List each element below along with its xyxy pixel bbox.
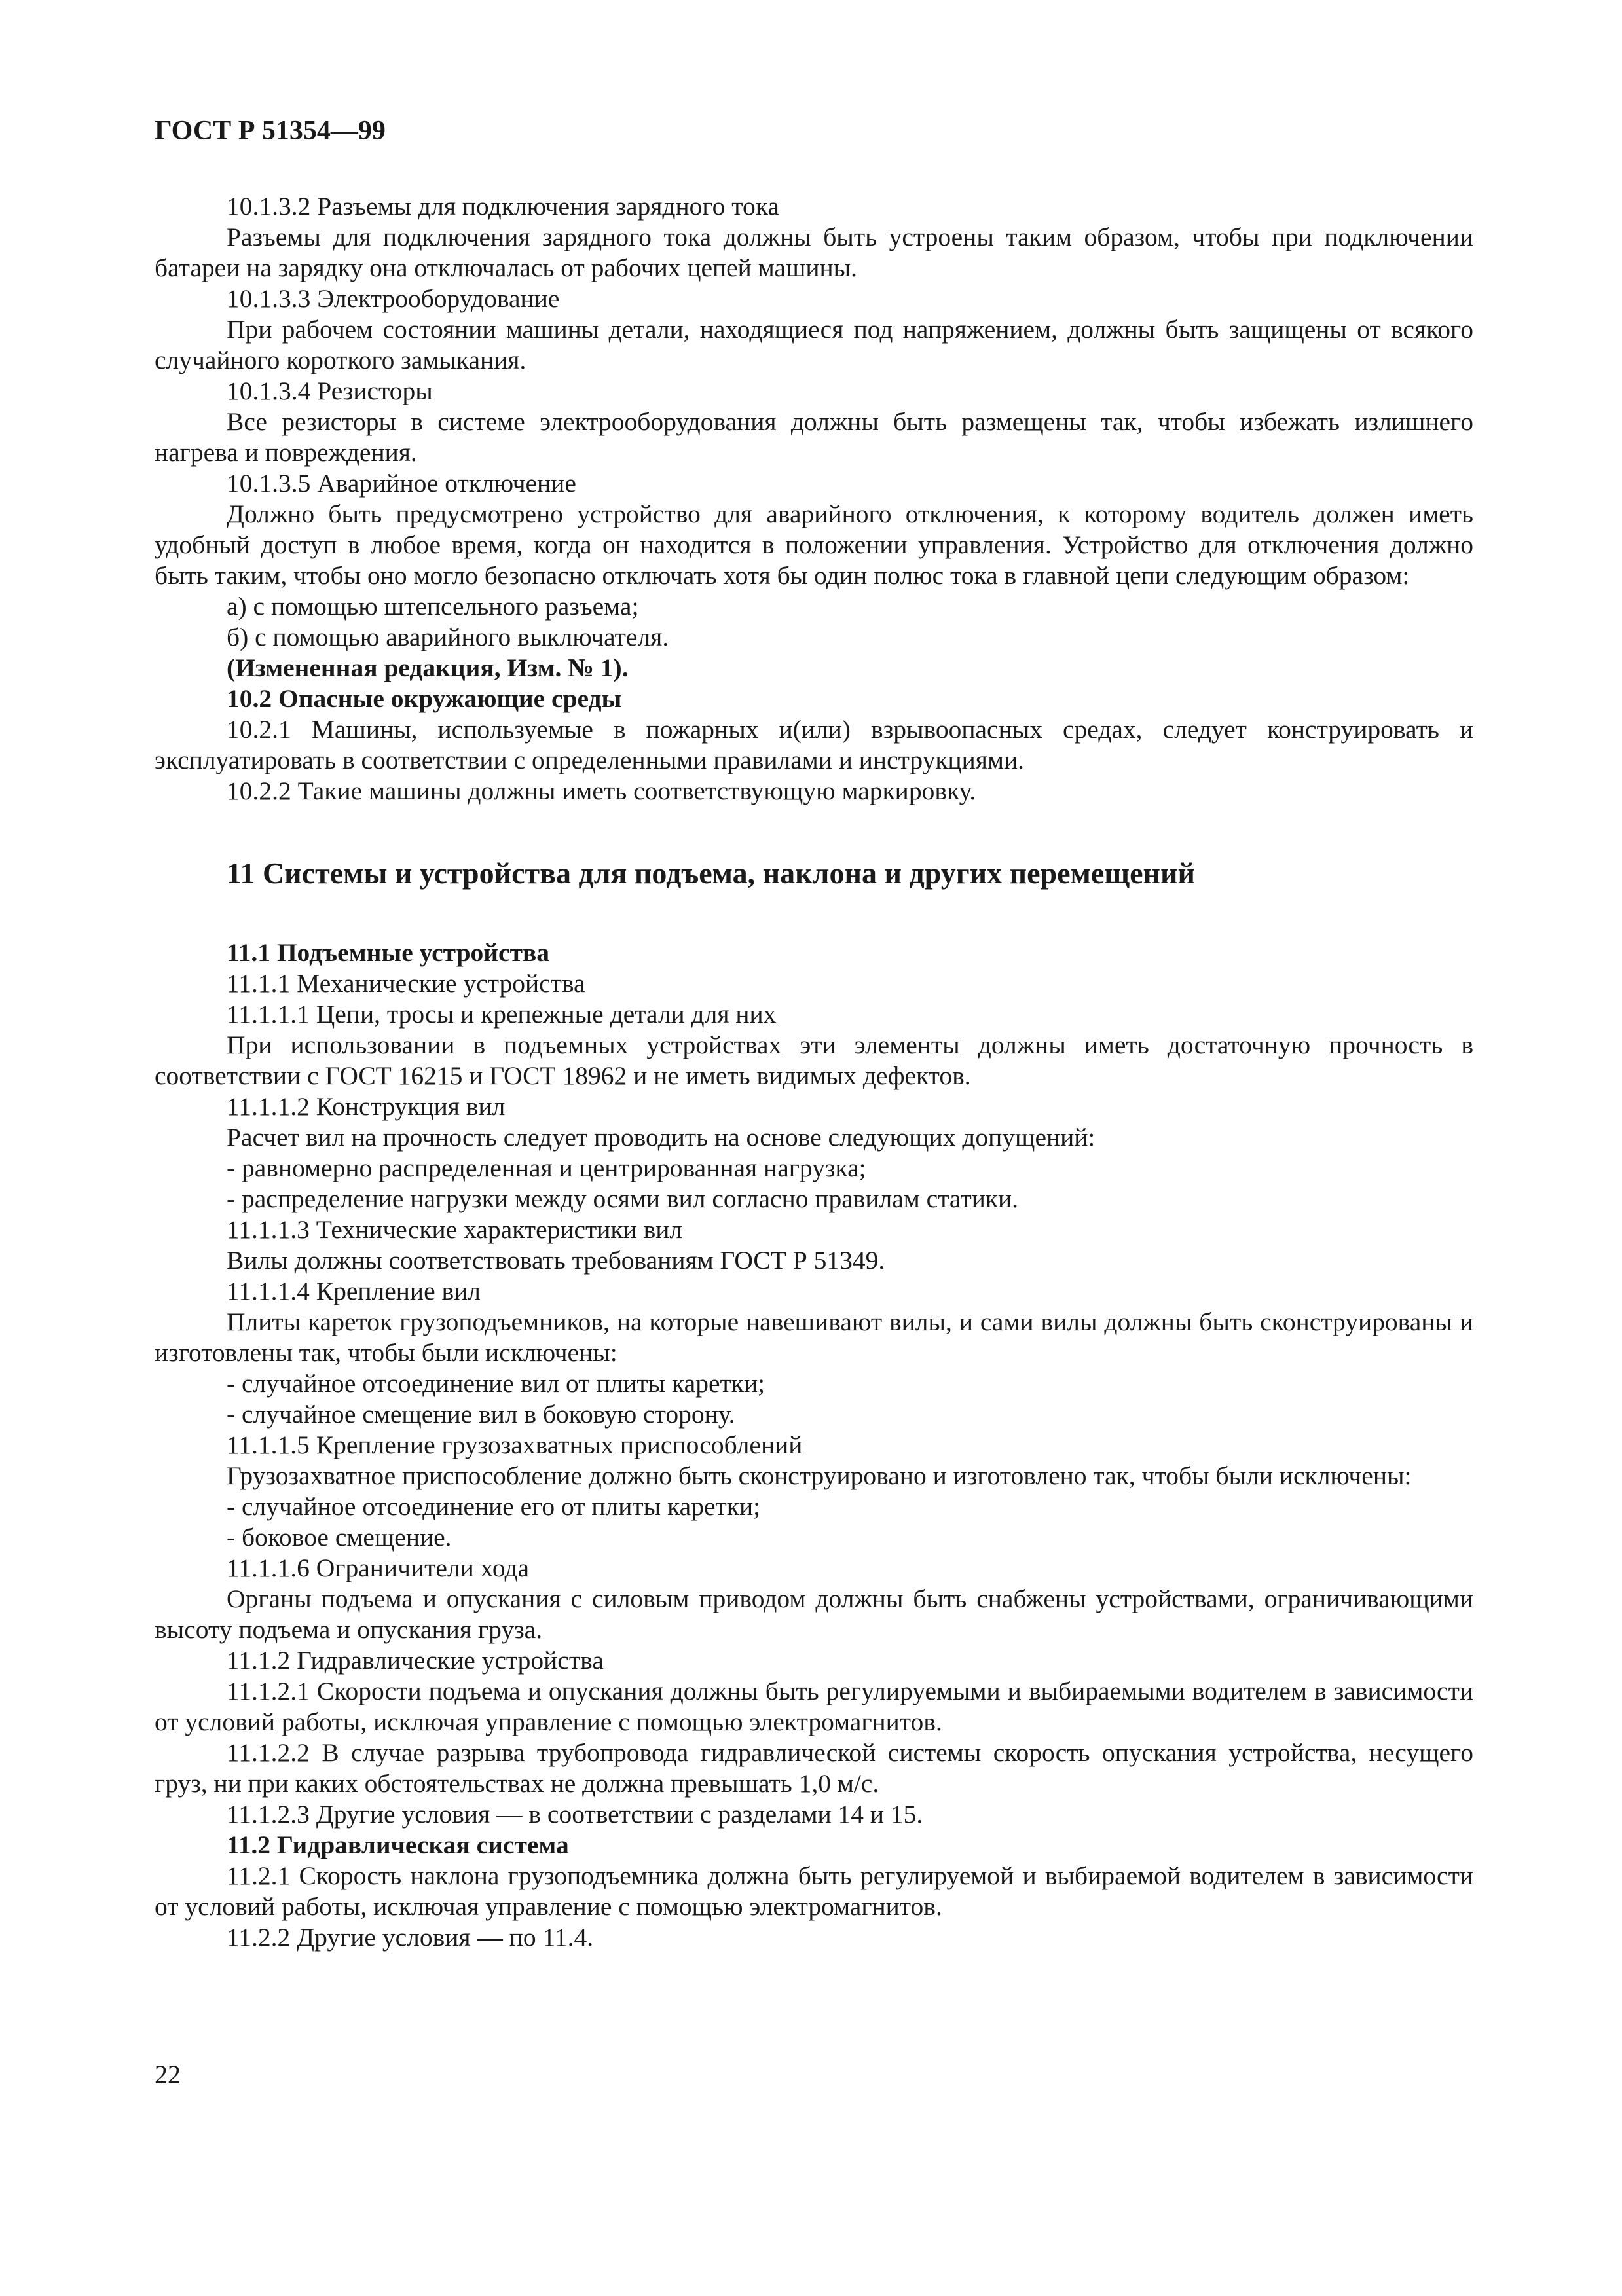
paragraph: Органы подъема и опускания с силовым приводом должны быть снабжены устройствами, ограничивающими высоту подъема и опускания груза. — [155, 1584, 1473, 1644]
list-item: - случайное отсоединение его от плиты каретки; — [227, 1492, 761, 1521]
subsection-heading: 11.2 Гидравлическая система — [227, 1831, 569, 1859]
clause-heading: 11.1.1.1 Цепи, тросы и крепежные детали для них — [227, 1000, 777, 1029]
list-item: - случайное смещение вил в боковую сторону. — [227, 1400, 735, 1429]
paragraph: Вилы должны соответствовать требованиям ГОСТ Р 51349. — [227, 1246, 885, 1275]
clause-heading: 11.1.1.3 Технические характеристики вил — [227, 1215, 683, 1244]
page-number: 22 — [155, 2060, 181, 2089]
clause-heading: 10.1.3.4 Резисторы — [227, 376, 433, 405]
list-item: б) с помощью аварийного выключателя. — [227, 623, 669, 651]
list-item: а) с помощью штепсельного разъема; — [227, 592, 639, 621]
paragraph: Расчет вил на прочность следует проводить на основе следующих допущений: — [227, 1123, 1096, 1152]
clause-heading: 11.1.1.6 Ограничители хода — [227, 1554, 530, 1582]
paragraph: 11.1.2.3 Другие условия — в соответствии с разделами 14 и 15. — [227, 1800, 923, 1829]
paragraph: 11.1.2.2 В случае разрыва трубопровода гидравлической системы скорость опускания устройства, несущего груз, ни при каких обстоятельствах не должна превышать 1,0 м/с. — [155, 1738, 1473, 1798]
clause-heading: 11.1.2 Гидравлические устройства — [227, 1646, 604, 1675]
paragraph: 11.1.2.1 Скорости подъема и опускания должны быть регулируемыми и выбираемыми водителем в зависимости от условий работы, исключая управление с помощью электромагнитов. — [155, 1677, 1473, 1736]
paragraph: 10.2.1 Машины, используемые в пожарных и(или) взрывоопасных средах, следует конструировать и эксплуатировать в соответствии с определенными правилами и инструкциями. — [155, 715, 1473, 774]
paragraph: Должно быть предусмотрено устройство для аварийного отключения, к которому водитель должен иметь удобный доступ в любое время, когда он находится в положении управления. Устройство для отключения должно быть таким, чтобы оно могло безопасно отключать хотя бы один полюс тока в главной цепи следующим образом: — [155, 500, 1473, 590]
paragraph: Плиты кареток грузоподъемников, на которые навешивают вилы, и сами вилы должны быть сконструированы и изготовлены так, чтобы были исключены: — [155, 1307, 1473, 1367]
clause-heading: 10.1.3.5 Аварийное отключение — [227, 469, 576, 498]
paragraph: Грузозахватное приспособление должно быть сконструировано и изготовлено так, чтобы были исключены: — [227, 1461, 1412, 1490]
clause-heading: 10.1.3.2 Разъемы для подключения зарядного тока — [227, 192, 779, 221]
paragraph: 11.2.1 Скорость наклона грузоподъемника должна быть регулируемой и выбираемой водителем в зависимости от условий работы, исключая управление с помощью электромагнитов. — [155, 1861, 1473, 1921]
clause-heading: 11.1.1 Механические устройства — [227, 969, 585, 998]
list-item: - равномерно распределенная и центрированная нагрузка; — [227, 1154, 866, 1182]
clause-heading: 11.1.1.2 Конструкция вил — [227, 1092, 506, 1121]
document-body — [155, 191, 1473, 1953]
list-item: - боковое смещение. — [227, 1523, 452, 1552]
amendment-note: (Измененная редакция, Изм. № 1). — [227, 653, 629, 682]
section-title: 11 Системы и устройства для подъема, наклона и других перемещений — [227, 856, 1196, 890]
paragraph: Все резисторы в системе электрооборудования должны быть размещены так, чтобы избежать излишнего нагрева и повреждения. — [155, 407, 1473, 467]
paragraph: Разъемы для подключения зарядного тока должны быть устроены таким образом, чтобы при подключении батареи на зарядку она отключалась от рабочих цепей машины. — [155, 223, 1473, 282]
paragraph: 11.2.2 Другие условия — по 11.4. — [227, 1923, 594, 1952]
subsection-heading: 10.2 Опасные окружающие среды — [227, 684, 622, 713]
subsection-heading: 11.1 Подъемные устройства — [227, 938, 550, 967]
paragraph: При рабочем состоянии машины детали, находящиеся под напряжением, должны быть защищены от всякого случайного короткого замыкания. — [155, 315, 1473, 374]
list-item: - случайное отсоединение вил от плиты каретки; — [227, 1369, 765, 1398]
paragraph: 10.2.2 Такие машины должны иметь соответствующую маркировку. — [227, 776, 976, 805]
document-code: ГОСТ Р 51354—99 — [155, 116, 386, 146]
clause-heading: 11.1.1.5 Крепление грузозахватных приспособлений — [227, 1430, 803, 1459]
list-item: - распределение нагрузки между осями вил согласно правилам статики. — [227, 1184, 1019, 1213]
clause-heading: 10.1.3.3 Электрооборудование — [227, 284, 560, 313]
clause-heading: 11.1.1.4 Крепление вил — [227, 1277, 481, 1305]
paragraph: При использовании в подъемных устройствах эти элементы должны иметь достаточную прочность в соответствии с ГОСТ 16215 и ГОСТ 18962 и не иметь видимых дефектов. — [155, 1030, 1473, 1090]
